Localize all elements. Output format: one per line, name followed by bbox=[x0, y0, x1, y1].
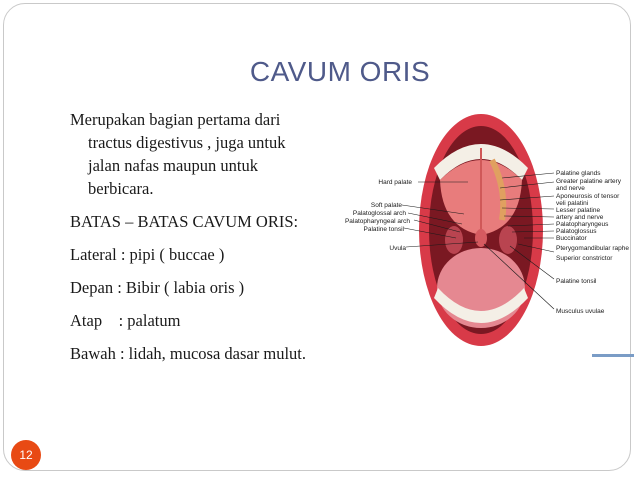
body-paragraph: Bawah : lidah, mucosa dasar mulut. bbox=[70, 344, 306, 363]
oral-cavity-illustration bbox=[342, 110, 636, 360]
image-caption-strip bbox=[592, 354, 634, 357]
label-hard-palate: Hard palate bbox=[378, 179, 412, 186]
label-pterygomandibular-raphe: Pterygomandibular raphe bbox=[556, 245, 629, 252]
label-lesser-palatine: Lesser palatine bbox=[556, 207, 601, 214]
label-musculus-uvulae: Musculus uvulae bbox=[556, 308, 605, 315]
anatomy-diagram bbox=[342, 110, 636, 360]
label-artery-and-nerve: artery and nerve bbox=[556, 214, 604, 221]
label-palatoglossus: Palatoglossus bbox=[556, 228, 597, 235]
label-palatoglossal-arch: Palatoglossal arch bbox=[352, 210, 406, 217]
label-uvula: Uvula bbox=[389, 245, 406, 252]
label-palatine-glands: Palatine glands bbox=[556, 170, 601, 177]
body-paragraph: BATAS – BATAS CAVUM ORIS: bbox=[70, 212, 299, 231]
label-palatopharyngeus: Palatopharyngeus bbox=[556, 221, 609, 228]
label-aponeurosis: Aponeurosis of tensor bbox=[556, 193, 620, 200]
label-palatine-tonsil-left: Palatine tonsil bbox=[363, 226, 404, 233]
body-paragraph: Depan : Bibir ( labia oris ) bbox=[70, 278, 245, 297]
label-greater-palatine-artery: Greater palatine artery bbox=[556, 178, 622, 185]
body-paragraph: Merupakan bagian pertama dari tractus digestivus , juga untuk jalan nafas maupun untuk berbicara. bbox=[70, 110, 286, 198]
body-paragraph: Atap : palatum bbox=[70, 311, 181, 330]
slide-body bbox=[70, 108, 315, 375]
label-buccinator: Buccinator bbox=[556, 235, 587, 242]
body-paragraph: Lateral : pipi ( buccae ) bbox=[70, 245, 225, 264]
label-and-nerve: and nerve bbox=[556, 185, 585, 192]
label-veli-palatini: veli palatini bbox=[556, 200, 589, 207]
label-palatine-tonsil-right: Palatine tonsil bbox=[556, 278, 597, 285]
label-soft-palate: Soft palate bbox=[370, 202, 402, 209]
page-number-badge: 12 bbox=[11, 440, 41, 470]
label-superior-constrictor: Superior constrictor bbox=[556, 255, 613, 262]
slide-title: CAVUM ORIS bbox=[249, 56, 431, 87]
label-palatopharyngeal-arch: Palatopharyngeal arch bbox=[344, 218, 410, 225]
